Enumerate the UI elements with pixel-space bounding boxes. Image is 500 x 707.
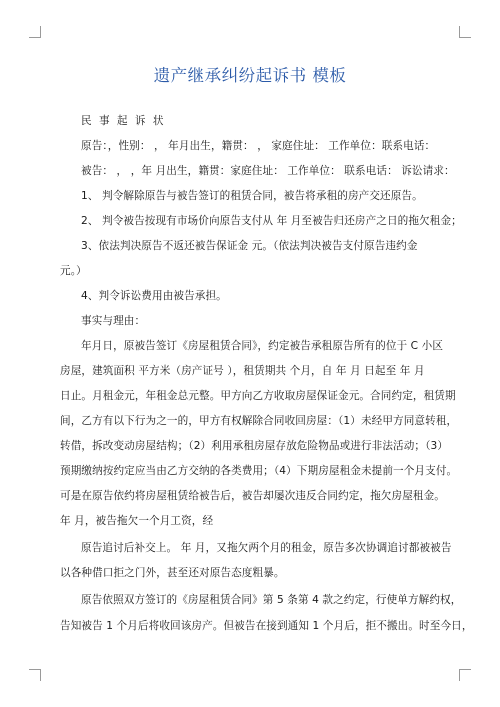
claim-item-3: 3、依法判决原告不返还被告保证金 元。（依法判决被告支付原告违约金: [81, 240, 418, 252]
facts-paragraph-line: 转借，拆改变动房屋结构；（2）利用承租房屋存放危险物品或进行非法活动；（3）: [60, 440, 449, 452]
complaint-heading: 民 事 起 诉 状: [81, 115, 166, 127]
facts-paragraph-line: 预期缴纳按约定应当由乙方交纳的各类费用；（4）下期房屋租金未提前一个月支付。: [60, 465, 458, 477]
facts-paragraph-line: 间，乙方有以下行为之一的，甲方有权解除合同收回房屋：（1）未经甲方同意转租，: [60, 415, 458, 427]
facts-paragraph-line: 以各种借口拒之门外，甚至还对原告态度粗暴。: [60, 567, 285, 579]
claim-item-3-continued: 元。）: [60, 265, 87, 277]
defendant-info-line: 被告： ， ，年 月出生，籍贯：家庭住址： 工作单位： 联系电话： 诉讼请求：: [81, 165, 455, 177]
plaintiff-info-line: 原告：，性别： ， 年月出生，籍贯： ， 家庭住址： 工作单位：联系电话：: [81, 140, 436, 152]
crop-mark-top-right: [459, 26, 471, 38]
facts-paragraph-line: 告知被告 1 个月后将收回该房产。但被告在接到通知 1 个月后，拒不搬出。时至今日，: [60, 620, 473, 632]
claim-item-1: 1、 判令解除原告与被告签订的租赁合同，被告将承租的房产交还原告。: [81, 190, 423, 202]
facts-paragraph-line: 年月日，原被告签订《房屋租赁合同》，约定被告承租原告所有的位于 C 小区: [81, 340, 444, 352]
facts-paragraph-line: 日止。月租金元，年租金总元整。甲方向乙方收取房屋保证金元。合同约定，租赁期: [60, 390, 456, 402]
document-title: 遗产继承纠纷起诉书 模板: [153, 66, 347, 85]
crop-mark-bottom-right: [459, 669, 471, 681]
claim-item-2: 2、 判令被告按现有市场价向原告支付从 年 月至被告归还房产之日的拖欠租金；: [81, 215, 462, 227]
facts-paragraph-line: 可是在原告依约将房屋租赁给被告后，被告却屡次违反合同约定，拖欠房屋租金。: [60, 490, 445, 502]
facts-paragraph-line: 年 月，被告拖欠一个月工资，经: [60, 515, 214, 527]
facts-heading: 事实与理由：: [81, 315, 146, 327]
crop-mark-bottom-left: [29, 669, 41, 681]
crop-mark-top-left: [29, 26, 41, 38]
claim-item-4: 4、判令诉讼费用由被告承担。: [81, 290, 227, 302]
facts-paragraph-line: 房屋，建筑面积 平方米（房产证号 ），租赁期共 个月，自 年 月 日起至 年 月: [60, 365, 425, 377]
facts-paragraph-line: 原告依照双方签订的《房屋租赁合同》第 5 条第 4 款之约定，行使单方解约权，: [81, 594, 462, 606]
facts-paragraph-line: 原告追讨后补交上。 年 月，又拖欠两个月的租金，原告多次协调追讨都被被告: [81, 542, 452, 554]
